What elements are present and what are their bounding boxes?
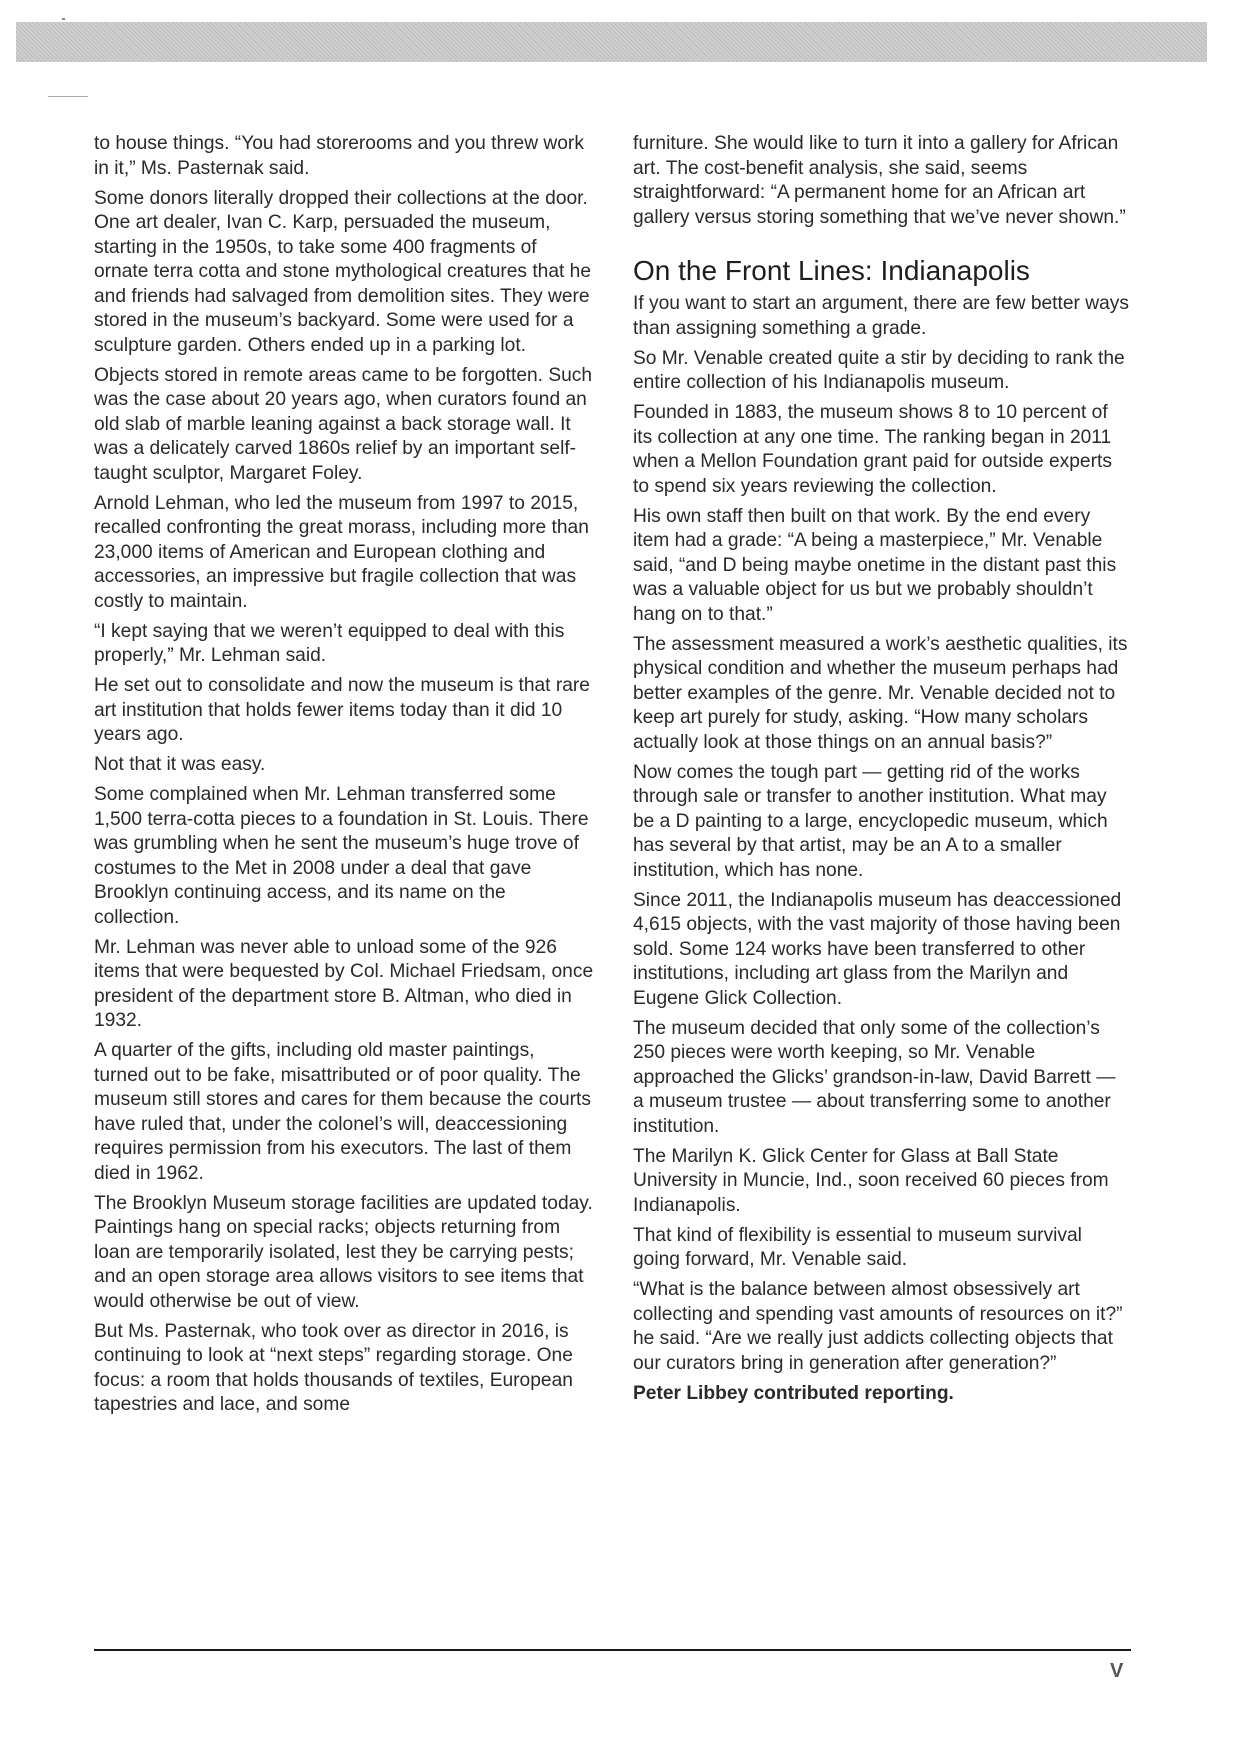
- scan-speck: [62, 18, 65, 20]
- paragraph: The museum decided that only some of the collection’s 250 pieces were worth keeping, so Mr. Venable approached the Glicks’ grandson-in-law, David Barrett — a museum trustee — about transferring some to another institution.: [633, 1017, 1116, 1137]
- paragraph: A quarter of the gifts, including old master paintings, turned out to be fake, misattributed or of poor quality. The museum still stores and cares for them because the courts have ruled that, under the colonel’s will, deaccessioning requires permission from his executors. The last of them died in 1962.: [94, 1040, 591, 1184]
- paragraph: The Marilyn K. Glick Center for Glass at Ball State University in Muncie, Ind., soon received 60 pieces from Indianapolis.: [633, 1145, 1109, 1216]
- paragraph: So Mr. Venable created quite a stir by deciding to rank the entire collection of his Indianapolis museum.: [633, 347, 1125, 393]
- paragraph: “I kept saying that we weren’t equipped to deal with this properly,” Mr. Lehman said.: [94, 620, 565, 666]
- section-heading: On the Front Lines: Indianapolis: [633, 255, 1030, 286]
- paragraph: “What is the balance between almost obsessively art collecting and spending vast amounts of resources on it?” he said. “Are we really just addicts collecting objects that our curators bring in generation after generation?”: [633, 1279, 1123, 1374]
- paragraph: But Ms. Pasternak, who took over as director in 2016, is continuing to look at “next steps” regarding storage. One focus: a room that holds thousands of textiles, European tapestries and lace, and some: [94, 1320, 573, 1415]
- paragraph: to house things. “You had storerooms and you threw work in it,” Ms. Pasternak said.: [94, 133, 584, 179]
- paragraph: Founded in 1883, the museum shows 8 to 10 percent of its collection at any one time. The ranking began in 2011 when a Mellon Foundation grant paid for outside experts to spend six years reviewing the collection.: [633, 402, 1112, 497]
- page-number: V: [1110, 1660, 1124, 1682]
- paragraph: That kind of flexibility is essential to museum survival going forward, Mr. Venable said.: [633, 1224, 1082, 1270]
- paragraph: Not that it was easy.: [94, 754, 266, 775]
- header-band: [16, 22, 1207, 62]
- paragraph: The assessment measured a work’s aesthetic qualities, its physical condition and whether the museum perhaps had better examples of the genre. Mr. Venable decided not to keep art purely for study, asking. “How many scholars actually look at those things on an annual basis?”: [633, 633, 1128, 753]
- paragraph: He set out to consolidate and now the museum is that rare art institution that holds fewer items today than it did 10 years ago.: [94, 675, 590, 745]
- paragraph: The Brooklyn Museum storage facilities are updated today. Paintings hang on special racks; objects returning from loan are temporarily isolated, lest they be carrying pests; and an open storage area allows visitors to see items that would otherwise be out of view.: [94, 1192, 593, 1312]
- credit-line: Peter Libbey contributed reporting.: [633, 1383, 954, 1404]
- paragraph: furniture. She would like to turn it into a gallery for African art. The cost-benefit analysis, she said, seems straightforward: “A permanent home for an African art gallery versus storing something that we’ve never shown.”: [633, 133, 1126, 228]
- paragraph: Mr. Lehman was never able to unload some of the 926 items that were bequested by Col. Michael Friedsam, once president of the department store B. Altman, who died in 1932.: [94, 936, 594, 1031]
- paragraph: Some donors literally dropped their collections at the door. One art dealer, Ivan C. Karp, persuaded the museum, starting in the 1950s, to take some 400 fragments of ornate terra cotta and stone mythological creatures that he and friends had salvaged from demolition sites. They were stored in the museum’s backyard. Some were used for a sculpture garden. Others ended up in a parking lot.: [94, 187, 592, 356]
- paragraph: Now comes the tough part — getting rid of the works through sale or transfer to another institution. What may be a D painting to a large, encyclopedic museum, which has several by that artist, may be an A to a smaller institution, which has none.: [633, 761, 1108, 881]
- article-column-left: [94, 132, 594, 1423]
- paragraph: Some complained when Mr. Lehman transferred some 1,500 terra-cotta pieces to a foundation in St. Louis. There was grumbling when he sent the museum’s huge trove of costumes to the Met in 2008 under a deal that gave Brooklyn continuing access, and its name on the collection.: [94, 784, 589, 928]
- paragraph: Objects stored in remote areas came to be forgotten. Such was the case about 20 years ago, when curators found an old slab of marble leaning against a back storage wall. It was a delicately carved 1860s relief by an important self-taught sculptor, Margaret Foley.: [94, 364, 593, 484]
- footer-rule: [94, 1649, 1131, 1651]
- paragraph: His own staff then built on that work. By the end every item had a grade: “A being a masterpiece,” Mr. Venable said, “and D being maybe onetime in the distant past this was a valuable object for us but we probably shouldn’t hang on to that.”: [633, 505, 1117, 625]
- paragraph: If you want to start an argument, there are few better ways than assigning something a grade.: [633, 293, 1129, 339]
- paragraph: Since 2011, the Indianapolis museum has deaccessioned 4,615 objects, with the vast majority of those having been sold. Some 124 works have been transferred to other institutions, including art glass from the Marilyn and Eugene Glick Collection.: [633, 889, 1122, 1009]
- article-column-right: [633, 132, 1131, 1412]
- paragraph: Arnold Lehman, who led the museum from 1997 to 2015, recalled confronting the great morass, including more than 23,000 items of American and European clothing and accessories, an impressive but fragile collection that was costly to maintain.: [94, 492, 589, 612]
- scan-mark: [48, 96, 88, 97]
